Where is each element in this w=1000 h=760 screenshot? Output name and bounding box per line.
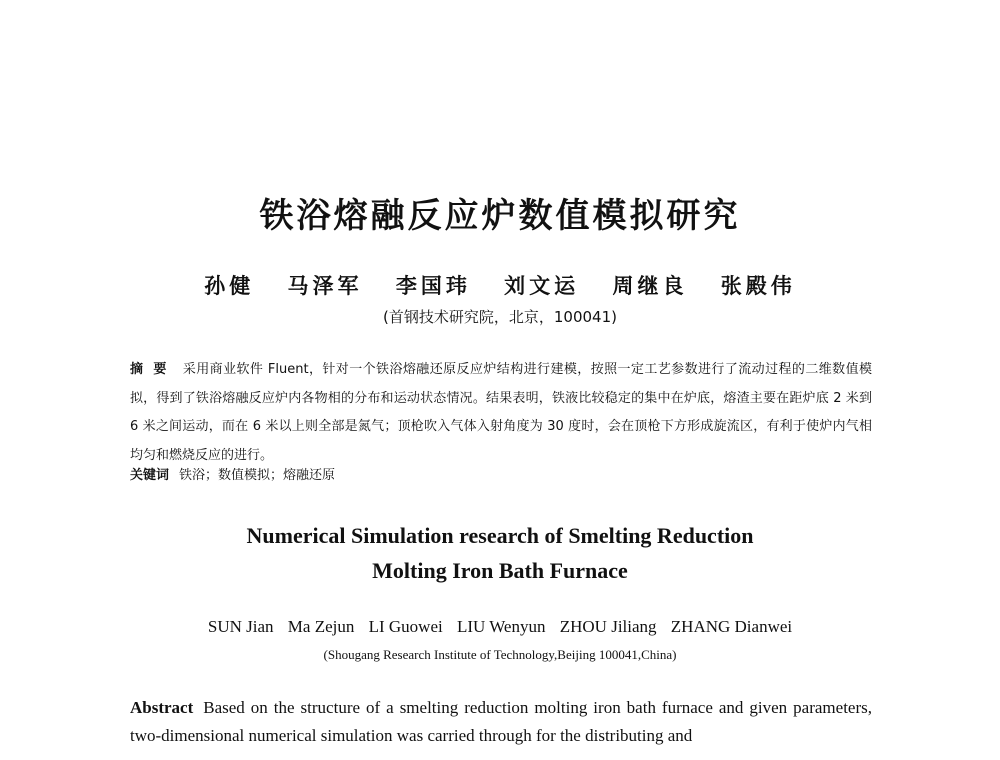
english-title-line: Numerical Simulation research of Smelting Reduction	[246, 523, 754, 548]
chinese-author: 张殿伟	[720, 273, 796, 298]
chinese-abstract	[130, 356, 872, 470]
chinese-abstract-label: 摘要	[130, 362, 177, 377]
english-title	[0, 518, 1000, 588]
chinese-keywords-text: 铁浴；数值模拟；熔融还原	[179, 468, 336, 483]
chinese-title: 铁浴熔融反应炉数值模拟研究	[259, 196, 741, 236]
chinese-author: 刘文运	[504, 273, 580, 298]
english-abstract-text: Based on the structure of a smelting reduction molting iron bath furnace and given parameters, two-dimensional numerical simulation was carried through for the distributing and	[130, 698, 872, 745]
chinese-abstract-text: 采用商业软件 Fluent，针对一个铁浴熔融还原反应炉结构进行建模，按照一定工艺参数进行了流动过程的二维数值模拟，得到了铁浴熔融反应炉内各物相的分布和运动状态情况。结果表明，铁液比较稳定的集中在炉底，熔渣主要在距炉底 2 米到 6 米之间运动，而在 6 米以上则全部是氮气；顶枪吹入气体入射角度为 30 度时，会在顶枪下方形成旋流区，有利于使炉内气相均匀和燃烧反应的进行。	[130, 362, 872, 463]
english-affiliation: (Shougang Research Institute of Technology,Beijing 100041,China)	[323, 647, 677, 662]
chinese-author: 李国玮	[395, 273, 471, 298]
english-author: ZHANG Dianwei	[670, 617, 793, 636]
chinese-author: 马泽军	[287, 273, 363, 298]
chinese-affiliation: (首钢技术研究院，北京，100041)	[383, 308, 617, 326]
english-author: LIU Wenyun	[456, 617, 546, 636]
chinese-author-list	[0, 270, 1000, 300]
chinese-author: 周继良	[612, 273, 688, 298]
english-author: SUN Jian	[207, 617, 274, 636]
english-abstract	[130, 694, 872, 750]
english-title-line: Molting Iron Bath Furnace	[372, 558, 628, 583]
english-author: LI Guowei	[368, 617, 443, 636]
english-author-list	[0, 617, 1000, 637]
english-author: ZHOU Jiliang	[559, 617, 657, 636]
english-author: Ma Zejun	[287, 617, 355, 636]
chinese-keywords-label: 关键词	[130, 468, 170, 483]
chinese-keywords	[130, 466, 872, 486]
english-abstract-label: Abstract	[130, 698, 194, 717]
chinese-author: 孙健	[204, 273, 255, 298]
